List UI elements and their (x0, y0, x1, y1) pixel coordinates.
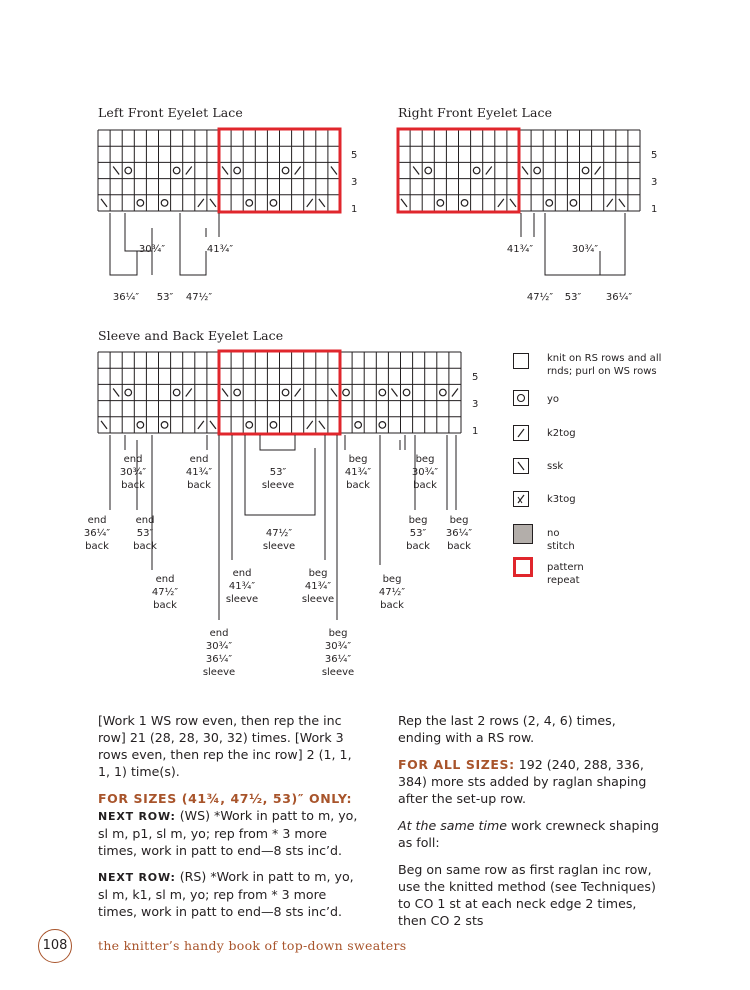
yo-stitch-mark (343, 389, 350, 396)
sleeve-label: end 30¾″ back (119, 454, 147, 491)
yo-stitch-mark (137, 200, 144, 207)
sleeve-label: end 41¾″ back (185, 454, 213, 491)
yo-stitch-mark (355, 422, 362, 429)
ssk-stitch-mark (319, 199, 325, 207)
yo-stitch-mark (582, 167, 589, 174)
sleeve-label: end 47½″ back (151, 574, 179, 611)
legend-pattern-repeat-label: pattern repeat (547, 562, 584, 586)
left-front-label-36-1-4: 36¼″ (112, 292, 140, 303)
ssk-symbol-icon (513, 458, 529, 474)
yo-stitch-mark (173, 167, 180, 174)
legend-k2tog-label: k2tog (547, 428, 576, 439)
ssk-stitch-mark (222, 389, 228, 397)
sleeve-label: end 41¾″ sleeve (225, 568, 259, 605)
sleeve-label: beg 41¾″ sleeve (301, 568, 335, 605)
legend-no-stitch-label: no stitch (547, 528, 575, 552)
k2tog-stitch-mark (307, 421, 313, 429)
ssk-stitch-mark (413, 167, 419, 175)
ssk-stitch-mark (331, 389, 337, 397)
yo-stitch-mark (282, 167, 289, 174)
sleeve-label: beg 30¾″ 36¼″ sleeve (321, 628, 355, 678)
right-front-label-41-3-4: 41¾″ (506, 244, 534, 255)
yo-stitch-mark (234, 389, 241, 396)
paragraph: Rep the last 2 rows (2, 4, 6) times, ending with a RS row. (398, 713, 616, 745)
yo-stitch-mark (234, 167, 241, 174)
yo-stitch-mark (570, 200, 577, 207)
yo-stitch-mark (246, 200, 253, 207)
yo-stitch-mark (461, 200, 468, 207)
k2tog-symbol-icon (513, 425, 529, 441)
row-number: 1 (351, 204, 358, 215)
row-number: 3 (351, 177, 358, 188)
yo-stitch-mark (125, 167, 132, 174)
yo-stitch-mark (473, 167, 480, 174)
paragraph: Beg on same row as first raglan inc row, use the knitted method (see Techniques) to CO 1 st at each neck edge 2 times, then CO 2 sts (398, 862, 656, 928)
left-column-text (98, 712, 360, 920)
ssk-stitch-mark (113, 167, 119, 175)
ssk-stitch-mark (319, 421, 325, 429)
pattern-repeat-symbol-icon (513, 557, 533, 577)
row-number: 1 (472, 426, 479, 437)
k2tog-stitch-mark (295, 167, 301, 175)
k2tog-stitch-mark (498, 199, 504, 207)
sleeve-label: beg 47½″ back (378, 574, 406, 611)
k2tog-stitch-mark (295, 389, 301, 397)
paragraph: At the same time work crewneck shaping as foll: (398, 818, 660, 850)
paragraph: NEXT ROW: (RS) *Work in patt to m, yo, sl m, k1, sl m, yo; rep from * 3 more times, work in patt to end—8 sts inc’d. (98, 869, 354, 919)
yo-stitch-mark (379, 389, 386, 396)
left-front-chart-title: Left Front Eyelet Lace (98, 105, 243, 120)
ssk-stitch-mark (113, 389, 119, 397)
left-front-label-53: 53″ (156, 292, 174, 303)
k2tog-stitch-mark (595, 167, 601, 175)
right-front-label-36-1-4: 36¼″ (605, 292, 633, 303)
right-front-label-53: 53″ (564, 292, 582, 303)
yo-stitch-mark (161, 200, 168, 207)
ssk-stitch-mark (619, 199, 625, 207)
paragraph: FOR ALL SIZES: 192 (240, 288, 336, 384) more sts added by raglan shaping after the set-up row. (398, 757, 647, 806)
row-number: 5 (351, 150, 358, 161)
right-column-text (398, 712, 662, 929)
left-front-label-30-3-4: 30¾″ (138, 244, 166, 255)
k2tog-stitch-mark (307, 199, 313, 207)
yo-symbol-icon (513, 390, 529, 406)
sleeve-label: beg 30¾″ back (411, 454, 439, 491)
left-front-label-47-1-2: 47½″ (185, 292, 213, 303)
ssk-stitch-mark (222, 167, 228, 175)
right-front-label-30-3-4: 30¾″ (571, 244, 599, 255)
k2tog-stitch-mark (198, 421, 204, 429)
ssk-stitch-mark (522, 167, 528, 175)
yo-stitch-mark (437, 200, 444, 207)
ssk-stitch-mark (391, 389, 397, 397)
yo-stitch-mark (534, 167, 541, 174)
legend-yo-label: yo (547, 394, 560, 405)
ssk-stitch-mark (101, 421, 107, 429)
yo-stitch-mark (161, 422, 168, 429)
k2tog-stitch-mark (186, 389, 192, 397)
k2tog-stitch-mark (607, 199, 613, 207)
ssk-stitch-mark (510, 199, 516, 207)
row-number: 3 (472, 399, 479, 410)
right-front-chart-title: Right Front Eyelet Lace (398, 105, 553, 120)
yo-stitch-mark (125, 389, 132, 396)
page-number: 108 (38, 929, 72, 963)
sleeve-label: end 36¼″ back (83, 515, 111, 552)
yo-stitch-mark (440, 389, 447, 396)
ssk-stitch-mark (401, 199, 407, 207)
yo-stitch-mark (246, 422, 253, 429)
sleeve-label: beg 53″ back (406, 515, 430, 552)
k2tog-stitch-mark (452, 389, 458, 397)
row-number: 1 (651, 204, 658, 215)
sleeve-label: end 53″ back (133, 515, 157, 552)
ssk-stitch-mark (331, 167, 337, 175)
yo-stitch-mark (282, 389, 289, 396)
yo-stitch-mark (546, 200, 553, 207)
knit-symbol-icon (513, 353, 529, 369)
sleeve-label: 53″ sleeve (261, 467, 295, 491)
k3tog-symbol-icon (513, 491, 529, 507)
sleeve-back-chart-title: Sleeve and Back Eyelet Lace (98, 328, 284, 343)
yo-stitch-mark (137, 422, 144, 429)
running-footer-title: the knitter’s handy book of top-down sweaters (98, 938, 407, 953)
sleeve-label: beg 41¾″ back (344, 454, 372, 491)
sleeve-label: end 30¾″ 36¼″ sleeve (202, 628, 236, 678)
left-front-label-41-3-4: 41¾″ (206, 244, 234, 255)
k2tog-stitch-mark (198, 199, 204, 207)
k2tog-stitch-mark (186, 167, 192, 175)
legend-ssk-label: ssk (547, 461, 564, 472)
right-front-label-47-1-2: 47½″ (526, 292, 554, 303)
row-number: 5 (651, 150, 658, 161)
ssk-stitch-mark (210, 421, 216, 429)
yo-stitch-mark (270, 422, 277, 429)
sleeve-label: beg 36¼″ back (445, 515, 473, 552)
dimension-leader-line (260, 435, 295, 450)
ssk-stitch-mark (210, 199, 216, 207)
paragraph: NEXT ROW: (WS) *Work in patt to m, yo, sl m, p1, sl m, yo; rep from * 3 more times, work in patt to end—8 sts inc’d. (98, 808, 358, 858)
yo-stitch-mark (379, 422, 386, 429)
row-number: 5 (472, 372, 479, 383)
ssk-stitch-mark (101, 199, 107, 207)
row-number: 3 (651, 177, 658, 188)
k2tog-stitch-mark (486, 167, 492, 175)
paragraph: [Work 1 WS row even, then rep the inc row] 21 (28, 28, 30, 32) times. [Work 3 rows even, then rep the inc row] 2 (1, 1, 1, 1) time(s). (98, 713, 352, 779)
yo-stitch-mark (425, 167, 432, 174)
legend-k3tog-label: k3tog (547, 494, 576, 505)
yo-stitch-mark (403, 389, 410, 396)
legend-knit-label: knit on RS rows and all rnds; purl on WS rows (547, 353, 662, 377)
yo-stitch-mark (270, 200, 277, 207)
yo-stitch-mark (173, 389, 180, 396)
sleeve-label: 47½″ sleeve (262, 528, 296, 552)
no-stitch-symbol-icon (513, 524, 533, 544)
section-heading: FOR SIZES (41¾, 47½, 53)″ ONLY: (98, 791, 353, 806)
